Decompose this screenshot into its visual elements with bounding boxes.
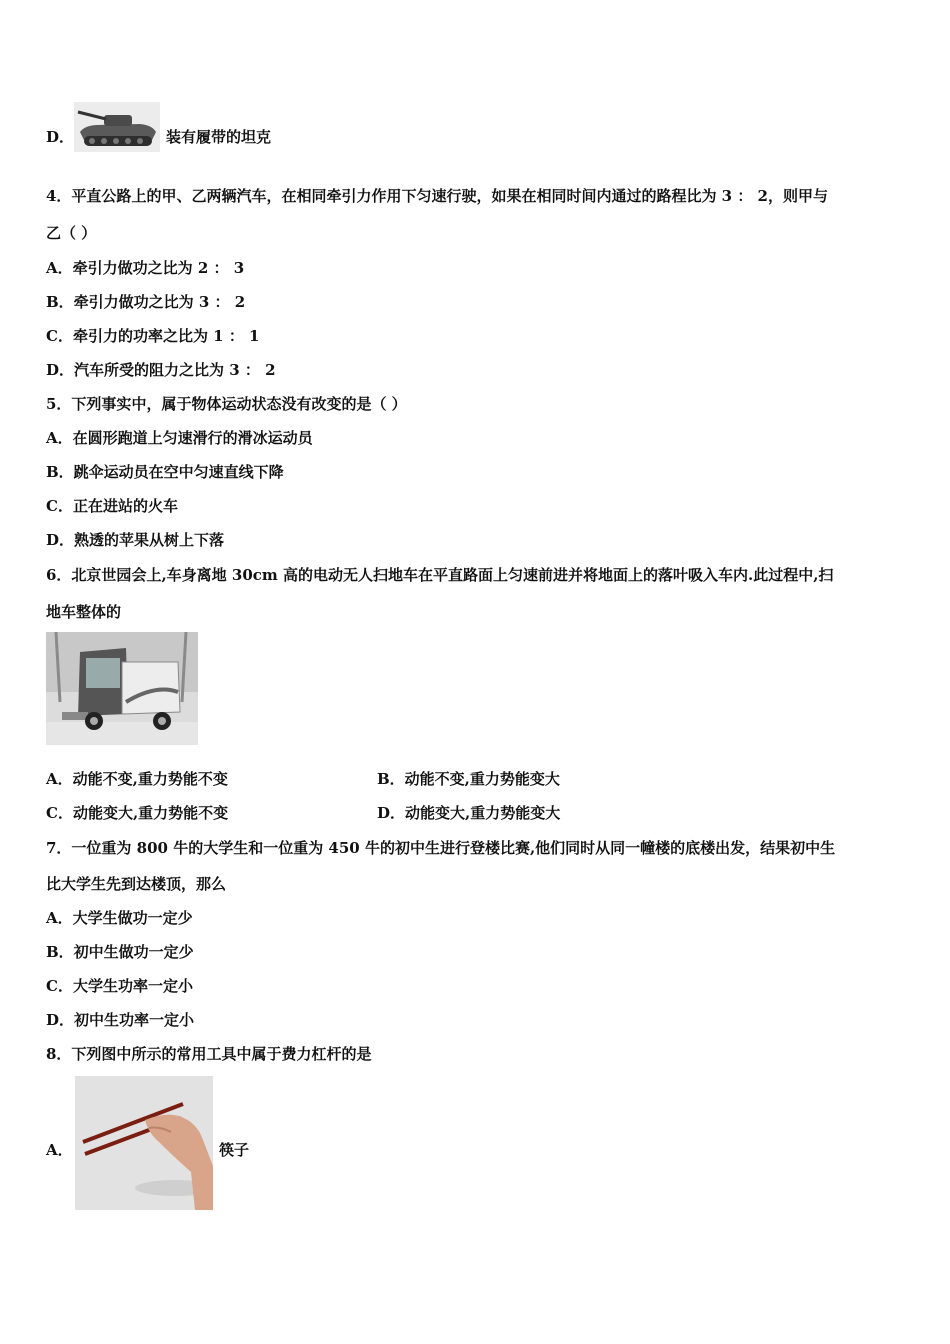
q4-stem-line1: 4．平直公路上的甲、乙两辆汽车，在相同牵引力作用下匀速行驶，如果在相同时间内通过的路程比为 3 ： 2，则甲与: [46, 187, 828, 205]
q7-option-c: C．大学生功率一定小: [46, 977, 193, 995]
chopsticks-image: [75, 1076, 213, 1210]
q6-stem-line1: 6．北京世园会上,车身离地 30cm 高的电动无人扫地车在平直路面上匀速前进并将地面上的落叶吸入车内.此过程中,扫: [46, 566, 834, 584]
q5-stem: 5．下列事实中，属于物体运动状态没有改变的是（ ）: [46, 395, 407, 413]
q6-option-a: A．动能不变,重力势能不变: [46, 770, 228, 788]
q7-option-b: B．初中生做功一定少: [46, 943, 194, 961]
q5-option-c: C．正在进站的火车: [46, 497, 178, 515]
q5-option-b: B．跳伞运动员在空中匀速直线下降: [46, 463, 284, 481]
q6-option-d: D．动能变大,重力势能变大: [377, 804, 561, 822]
q4-option-a: A．牵引力做功之比为 2 ： 3: [46, 259, 245, 277]
q5-option-d: D．熟透的苹果从树上下落: [46, 531, 225, 549]
q5-option-a: A．在圆形跑道上匀速滑行的滑冰运动员: [46, 429, 313, 447]
q8-stem: 8．下列图中所示的常用工具中属于费力杠杆的是: [46, 1045, 372, 1063]
q6-option-b: B．动能不变,重力势能变大: [377, 770, 560, 788]
q8-option-a-label: A．: [46, 1141, 73, 1159]
q4-option-d: D．汽车所受的阻力之比为 3 ： 2: [46, 361, 276, 379]
q3-option-d-text: 装有履带的坦克: [166, 128, 272, 146]
tank-image: [74, 102, 160, 152]
sweeper-image: [46, 632, 198, 745]
q7-option-d: D．初中生功率一定小: [46, 1011, 195, 1029]
q3-option-d-label: D．: [46, 128, 75, 146]
q7-stem-line2: 比大学生先到达楼顶，那么: [46, 875, 227, 893]
q4-stem-line2: 乙（ ）: [46, 224, 97, 242]
q7-stem-line1: 7．一位重为 800 牛的大学生和一位重为 450 牛的初中生进行登楼比赛,他们同时从同一幢楼的底楼出发，结果初中生: [46, 839, 836, 857]
q4-option-b: B．牵引力做功之比为 3 ： 2: [46, 293, 246, 311]
q6-option-c: C．动能变大,重力势能不变: [46, 804, 229, 822]
q4-option-c: C．牵引力的功率之比为 1 ： 1: [46, 327, 260, 345]
q7-option-a: A．大学生做功一定少: [46, 909, 193, 927]
q6-stem-line2: 地车整体的: [46, 603, 122, 621]
q8-option-a-text: 筷子: [219, 1141, 250, 1159]
